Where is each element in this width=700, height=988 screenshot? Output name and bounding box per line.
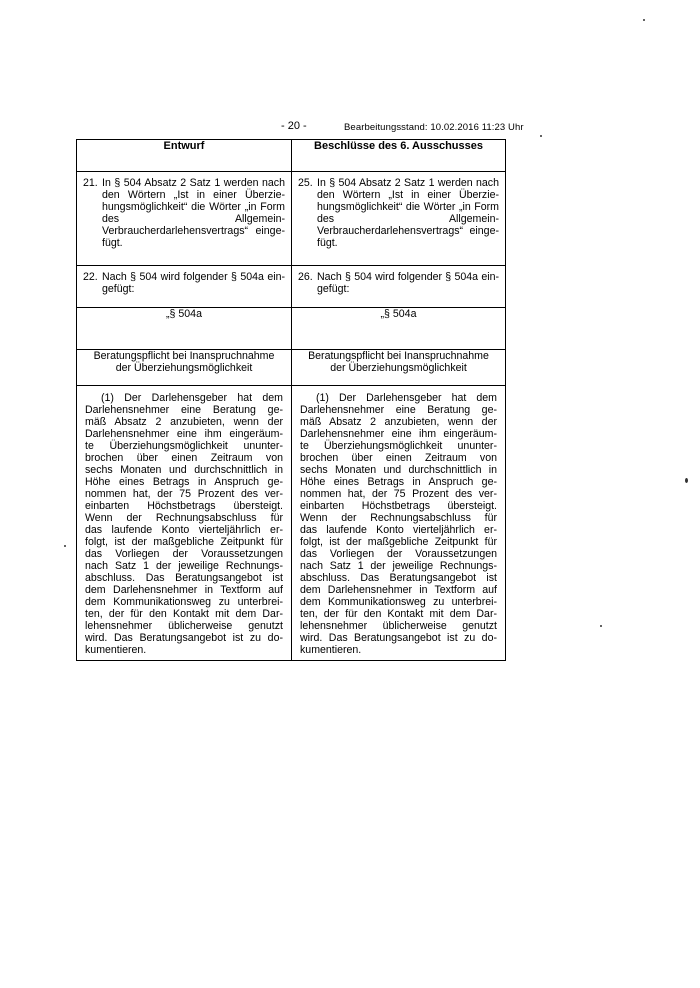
paragraph-line: folgt, ist der maßgebliche Zeitpunkt für <box>300 536 497 548</box>
paragraph-line: einbarten Höchstbetrags übersteigt. <box>85 500 283 512</box>
paragraph-line: (1) Der Darlehensgeber hat dem <box>101 392 283 404</box>
paragraph-line: (1) Der Darlehensgeber hat dem <box>316 392 497 404</box>
table-row <box>77 386 506 661</box>
item-number: 25. <box>298 177 313 189</box>
item-text <box>102 177 285 249</box>
section-title-line: der Überziehungsmöglichkeit <box>330 362 467 374</box>
text-line: hungsmöglichkeit“ die Wörter „in Form <box>317 201 499 213</box>
text-line: des Allgemein- <box>317 213 499 225</box>
committee-paragraph-cell <box>292 386 506 661</box>
text-line: Nach § 504 wird folgender § 504a ein- <box>317 271 499 283</box>
paragraph-line: Darlehensnehmer eine ihm eingeräum- <box>85 428 283 440</box>
committee-cell <box>292 266 506 308</box>
committee-title-cell <box>292 350 506 386</box>
paragraph-line: ten, der für den Kontakt mit dem Dar- <box>300 608 497 620</box>
paragraph-line: Höhe eines Betrags in Anspruch ge- <box>85 476 283 488</box>
item-text <box>317 177 499 249</box>
column-header-row <box>77 140 506 172</box>
paragraph-line: brochen über einen Zeitraum von <box>85 452 283 464</box>
table-row <box>77 172 506 266</box>
text-line: des Allgemein- <box>102 213 285 225</box>
scan-speck <box>600 625 602 627</box>
text-line: den Wörtern „Ist in einer Überzie- <box>102 189 285 201</box>
paragraph-line: dem Darlehensnehmer in Textform auf <box>85 584 283 596</box>
text-line: Verbraucherdarlehensvertrags“ einge- <box>317 225 499 237</box>
text-line: In § 504 Absatz 2 Satz 1 werden nach <box>317 177 499 189</box>
committee-section-cell <box>292 308 506 350</box>
column-header-draft: Entwurf <box>77 140 292 172</box>
section-title-line: Beratungspflicht bei Inanspruchnahme <box>308 350 489 362</box>
paragraph-line: Wenn der Rechnungsabschluss für <box>85 512 283 524</box>
paragraph-line: abschluss. Das Beratungsangebot ist <box>85 572 283 584</box>
paragraph-line: brochen über einen Zeitraum von <box>300 452 497 464</box>
paragraph-line: Darlehensnehmer eine ihm eingeräum- <box>300 428 497 440</box>
scan-speck <box>685 478 688 483</box>
text-line: gefügt: <box>317 283 350 295</box>
draft-cell <box>77 172 292 266</box>
table-row <box>77 266 506 308</box>
scan-speck <box>540 135 542 137</box>
paragraph-line: folgt, ist der maßgebliche Zeitpunkt für <box>85 536 283 548</box>
paragraph-line: nach Satz 1 der jeweilige Rechnungs- <box>300 560 497 572</box>
paragraph-line: mäß Absatz 2 anzubieten, wenn der <box>85 416 283 428</box>
paragraph-text <box>77 386 291 660</box>
paragraph-text <box>292 386 505 660</box>
text-line: Verbraucherdarlehensvertrags“ einge- <box>102 225 285 237</box>
committee-cell <box>292 172 506 266</box>
paragraph-line: Wenn der Rechnungsabschluss für <box>300 512 497 524</box>
table-row <box>77 350 506 386</box>
section-number: „§ 504a <box>166 308 202 320</box>
scan-speck <box>643 19 645 21</box>
column-header-committee: Beschlüsse des 6. Ausschusses <box>292 140 506 172</box>
section-title-line: der Überziehungsmöglichkeit <box>115 362 253 374</box>
paragraph-line: wird. Das Beratungsangebot ist zu do- <box>300 632 497 644</box>
draft-section-cell <box>77 308 292 350</box>
item-number: 26. <box>298 271 313 283</box>
synopsis-table <box>76 139 506 661</box>
text-line: Nach § 504 wird folgender § 504a ein- <box>102 271 285 283</box>
paragraph-line: das laufende Konto vierteljährlich er- <box>300 524 497 536</box>
text-line: gefügt: <box>102 283 135 295</box>
paragraph-line: wird. Das Beratungsangebot ist zu do- <box>85 632 283 644</box>
paragraph-line: das Vorliegen der Voraussetzungen <box>85 548 283 560</box>
text-line: hungsmöglichkeit“ die Wörter „in Form <box>102 201 285 213</box>
paragraph-line: te Überziehungsmöglichkeit ununter- <box>300 440 497 452</box>
paragraph-line: lehensnehmer üblicherweise genutzt <box>300 620 497 632</box>
edit-status: Bearbeitungsstand: 10.02.2016 11:23 Uhr <box>344 122 524 133</box>
paragraph-line: dem Darlehensnehmer in Textform auf <box>300 584 497 596</box>
draft-paragraph-cell <box>77 386 292 661</box>
paragraph-line: mäß Absatz 2 anzubieten, wenn der <box>300 416 497 428</box>
paragraph-line: dem Kommunikationsweg zu unterbrei- <box>300 596 497 608</box>
paragraph-line: sechs Monaten und durchschnittlich in <box>300 464 497 476</box>
paragraph-line: sechs Monaten und durchschnittlich in <box>85 464 283 476</box>
item-number: 22. <box>83 271 98 283</box>
paragraph-line: Darlehensnehmer eine Beratung ge- <box>300 404 497 416</box>
paragraph-line: nommen hat, der 75 Prozent des ver- <box>85 488 283 500</box>
paragraph-line: kumentieren. <box>300 644 362 656</box>
table-row <box>77 308 506 350</box>
paragraph-line: te Überziehungsmöglichkeit ununter- <box>85 440 283 452</box>
paragraph-line: Höhe eines Betrags in Anspruch ge- <box>300 476 497 488</box>
paragraph-line: nach Satz 1 der jeweilige Rechnungs- <box>85 560 283 572</box>
paragraph-line: einbarten Höchstbetrags übersteigt. <box>300 500 497 512</box>
item-number: 21. <box>83 177 98 189</box>
text-line: den Wörtern „Ist in einer Überzie- <box>317 189 499 201</box>
paragraph-line: das laufende Konto vierteljährlich er- <box>85 524 283 536</box>
paragraph-line: ten, der für den Kontakt mit dem Dar- <box>85 608 283 620</box>
section-title-line: Beratungspflicht bei Inanspruchnahme <box>93 350 275 362</box>
text-line: In § 504 Absatz 2 Satz 1 werden nach <box>102 177 285 189</box>
paragraph-line: abschluss. Das Beratungsangebot ist <box>300 572 497 584</box>
paragraph-line: dem Kommunikationsweg zu unterbrei- <box>85 596 283 608</box>
paragraph-line: Darlehensnehmer eine Beratung ge- <box>85 404 283 416</box>
draft-title-cell <box>77 350 292 386</box>
item-text <box>317 271 499 295</box>
paragraph-line: nommen hat, der 75 Prozent des ver- <box>300 488 497 500</box>
scan-speck <box>64 545 66 547</box>
text-line: fügt. <box>317 237 338 249</box>
draft-cell <box>77 266 292 308</box>
paragraph-line: kumentieren. <box>85 644 147 656</box>
page-number: - 20 - <box>281 120 307 132</box>
paragraph-line: das Vorliegen der Voraussetzungen <box>300 548 497 560</box>
item-text <box>102 271 285 295</box>
paragraph-line: lehensnehmer üblicherweise genutzt <box>85 620 283 632</box>
section-number: „§ 504a <box>380 308 417 320</box>
text-line: fügt. <box>102 237 123 249</box>
